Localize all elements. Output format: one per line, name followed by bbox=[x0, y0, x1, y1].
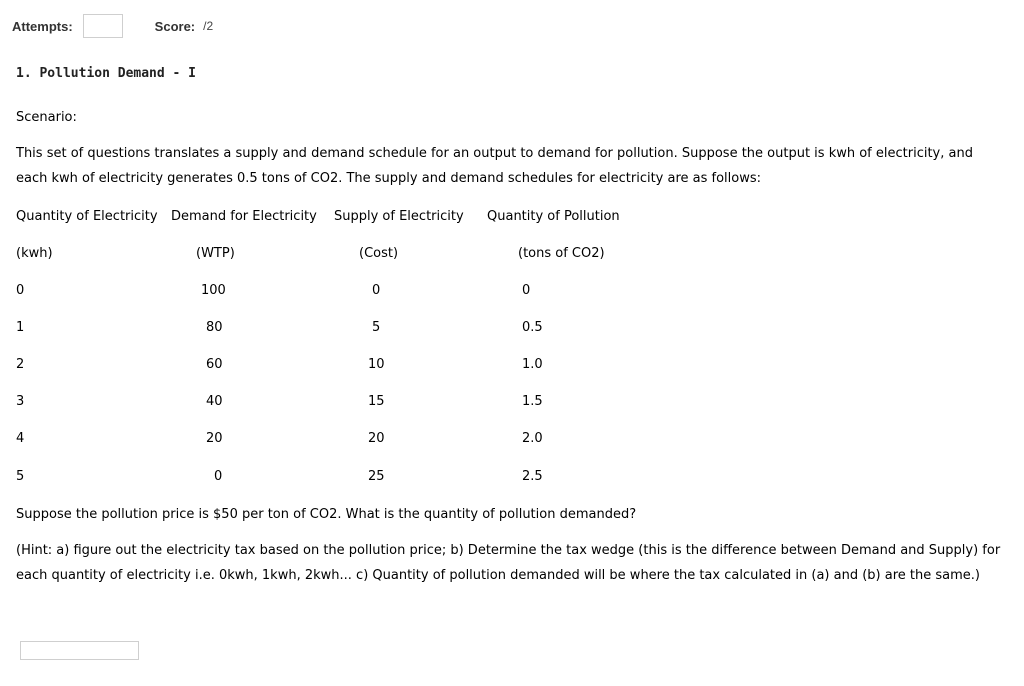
scenario-label: Scenario: bbox=[16, 110, 77, 125]
table-cell: 4 bbox=[16, 431, 25, 446]
table-cell: 10 bbox=[368, 357, 385, 372]
table-header: Quantity of Electricity bbox=[16, 209, 158, 224]
table-cell: 0 bbox=[214, 469, 223, 484]
table-unit: (WTP) bbox=[196, 246, 235, 261]
score-group bbox=[155, 19, 213, 34]
scenario-intro: This set of questions translates a supply and demand schedule for an output to demand for pollution. Suppose the output is kwh of electricity, and each kwh of electricity generates 0.5 tons of CO2. The supply and demand schedules for electricity are as follows: bbox=[16, 146, 973, 186]
table-unit: (tons of CO2) bbox=[518, 246, 605, 261]
table-unit: (kwh) bbox=[16, 246, 53, 261]
table-cell: 2.0 bbox=[522, 431, 543, 446]
table-cell: 2 bbox=[16, 357, 25, 372]
table-cell: 25 bbox=[368, 469, 385, 484]
table-cell: 0 bbox=[372, 283, 381, 298]
table-cell: 1 bbox=[16, 320, 25, 335]
table-cell: 80 bbox=[206, 320, 223, 335]
table-cell: 2.5 bbox=[522, 469, 543, 484]
attempts-score-bar bbox=[12, 12, 213, 40]
table-cell: 0 bbox=[16, 283, 25, 298]
score-value: /2 bbox=[203, 19, 214, 33]
table-cell: 100 bbox=[201, 283, 226, 298]
question-title: 1. Pollution Demand - I bbox=[16, 66, 197, 81]
table-header: Quantity of Pollution bbox=[487, 209, 620, 224]
table-cell: 15 bbox=[368, 394, 385, 409]
table-header: Supply of Electricity bbox=[334, 209, 464, 224]
table-cell: 5 bbox=[16, 469, 25, 484]
question-hint: (Hint: a) figure out the electricity tax based on the pollution price; b) Determine the tax wedge (this is the difference between Demand and Supply) for each quantity of electricity i.e. 0kwh, 1kwh, 2kwh... c) Quantity of pollution demanded will be where the tax calculated in (a) and (b) are the same.) bbox=[16, 543, 1001, 583]
table-unit: (Cost) bbox=[359, 246, 399, 261]
table-cell: 40 bbox=[206, 394, 223, 409]
table-cell: 1.5 bbox=[522, 394, 543, 409]
table-cell: 20 bbox=[206, 431, 223, 446]
table-cell: 1.0 bbox=[522, 357, 543, 372]
attempts-count-box bbox=[83, 14, 123, 38]
attempts-label: Attempts: bbox=[12, 18, 73, 34]
table-cell: 0 bbox=[522, 283, 531, 298]
table-cell: 60 bbox=[206, 357, 223, 372]
question-prompt: Suppose the pollution price is $50 per ton of CO2. What is the quantity of pollution demanded? bbox=[16, 507, 637, 522]
table-header: Demand for Electricity bbox=[171, 209, 317, 224]
table-cell: 5 bbox=[372, 320, 381, 335]
answer-input[interactable] bbox=[20, 641, 139, 660]
table-cell: 0.5 bbox=[522, 320, 543, 335]
table-cell: 20 bbox=[368, 431, 385, 446]
score-label: Score: bbox=[154, 18, 196, 34]
table-cell: 3 bbox=[16, 394, 25, 409]
